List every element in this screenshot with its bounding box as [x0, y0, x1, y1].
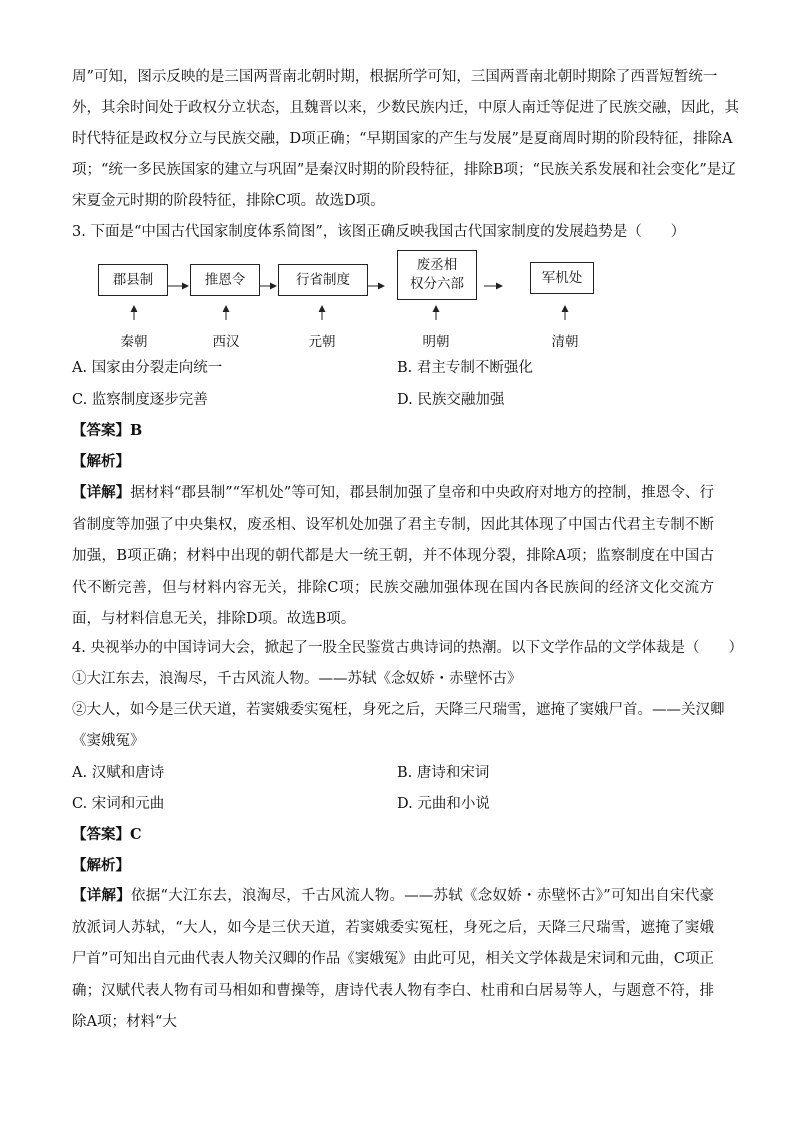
box-tuienling: 推恩令 — [190, 264, 260, 296]
box-feichengxiang: 废丞相 权分六部 — [397, 250, 477, 300]
intro-line-5: 宋夏金元时期的阶段特征，排除C项。故选D项。 — [72, 193, 385, 209]
q4-detail-paragraph — [72, 880, 715, 1030]
q4-option-b: B. 唐诗和宋词 — [397, 765, 490, 781]
diagram-arrows — [0, 0, 794, 360]
q4-option-a: A. 汉赋和唐诗 — [72, 765, 165, 781]
q3-detail-text: 据材料“郡县制”“军机处”等可知，郡县制加强了皇帝和中央政府对地方的控制，推恩令、行省制度等加强了中央集权，废丞相、设军机处加强了君主专制，因此其体现了中国古代君主专制不断加强，B项正确；材料中出现的朝代都是大一统王朝，并不体现分裂，排除A项；监察制度在中国古代不断完善，但与材料内容无关，排除C项；民族交融加强体现在国内各民族间的经济文化交流方面，与材料信息无关，排除D项。故选B项。 — [72, 485, 715, 627]
q4-option-d: D. 元曲和小说 — [397, 796, 490, 812]
era-qing: 清朝 — [551, 334, 579, 350]
q3-option-d: D. 民族交融加强 — [397, 392, 505, 408]
q4-analysis-label: 【解析】 — [72, 857, 130, 874]
q3-option-a: A. 国家由分裂走向统一 — [72, 360, 223, 376]
q3-stem: 3. 下面是“中国古代国家制度体系简图”，该图正确反映我国古代国家制度的发展趋势是（ ） — [72, 224, 686, 240]
q4-detail-label: 【详解】 — [72, 887, 132, 904]
q3-answer: 【答案】B — [72, 422, 143, 439]
q3-option-c: C. 监察制度逐步完善 — [72, 392, 208, 408]
q3-analysis-label: 【解析】 — [72, 453, 130, 470]
era-xihan: 西汉 — [212, 334, 240, 350]
intro-line-2: 外，其余时间处于政权分立状态，且魏晋以来，少数民族内迁，中原人南迁等促进了民族交融，因此，其 — [72, 100, 739, 116]
q4-item-2-line-1: ②大人，如今是三伏天道，若窦娥委实冤枉，身死之后，天降三尺瑞雪，遮掩了窦娥尸首。——关汉卿 — [72, 702, 725, 718]
q4-option-c: C. 宋词和元曲 — [72, 796, 165, 812]
q3-detail-label: 【详解】 — [72, 484, 131, 501]
era-ming: 明朝 — [422, 334, 450, 350]
q3-detail-paragraph — [72, 477, 714, 636]
intro-line-4: 项；“统一多民族国家的建立与巩固”是秦汉时期的阶段特征，排除B项；“民族关系发展和社会变化”是辽 — [72, 162, 736, 178]
q4-item-1: ①大江东去，浪淘尽，千古风流人物。——苏轼《念奴娇・赤壁怀古》 — [72, 671, 522, 687]
era-yuan: 元朝 — [308, 334, 336, 350]
box-junxian: 郡县制 — [98, 264, 168, 296]
q4-item-2-line-2: 《窦娥冤》 — [72, 733, 145, 749]
q3-option-b: B. 君主专制不断强化 — [397, 360, 533, 376]
q4-stem: 4. 央视举办的中国诗词大会，掀起了一股全民鉴赏古典诗词的热潮。以下文学作品的文学体裁是（ ） — [72, 640, 743, 656]
intro-line-3: 时代特征是政权分立与民族交融，D项正确；“早期国家的产生与发展”是夏商周时期的阶段特征，排除A — [72, 131, 733, 147]
box-xingsheng: 行省制度 — [278, 264, 368, 296]
q4-detail-text: 依据“大江东去，浪淘尽，千古风流人物。——苏轼《念奴娇・赤壁怀古》”可知出自宋代豪放派词人苏轼，“大人，如今是三伏天道，若窦娥委实冤枉，身死之后，天降三尺瑞雪，遮掩了窦娥尸首”可知出自元曲代表人物关汉卿的作品《窦娥冤》由此可见，相关文学体裁是宋词和元曲，C项正确；汉赋代表人物有司马相如和曹操等，唐诗代表人物有李白、杜甫和白居易等人，与题意不符，排除A项；材料“大 — [72, 888, 715, 1030]
q4-answer: 【答案】C — [72, 826, 142, 843]
box-junjichu: 军机处 — [530, 262, 594, 294]
intro-line-1: 周”可知，图示反映的是三国两晋南北朝时期，根据所学可知，三国两晋南北朝时期除了西晋短暂统一 — [72, 69, 718, 85]
era-qin: 秦朝 — [120, 334, 148, 350]
